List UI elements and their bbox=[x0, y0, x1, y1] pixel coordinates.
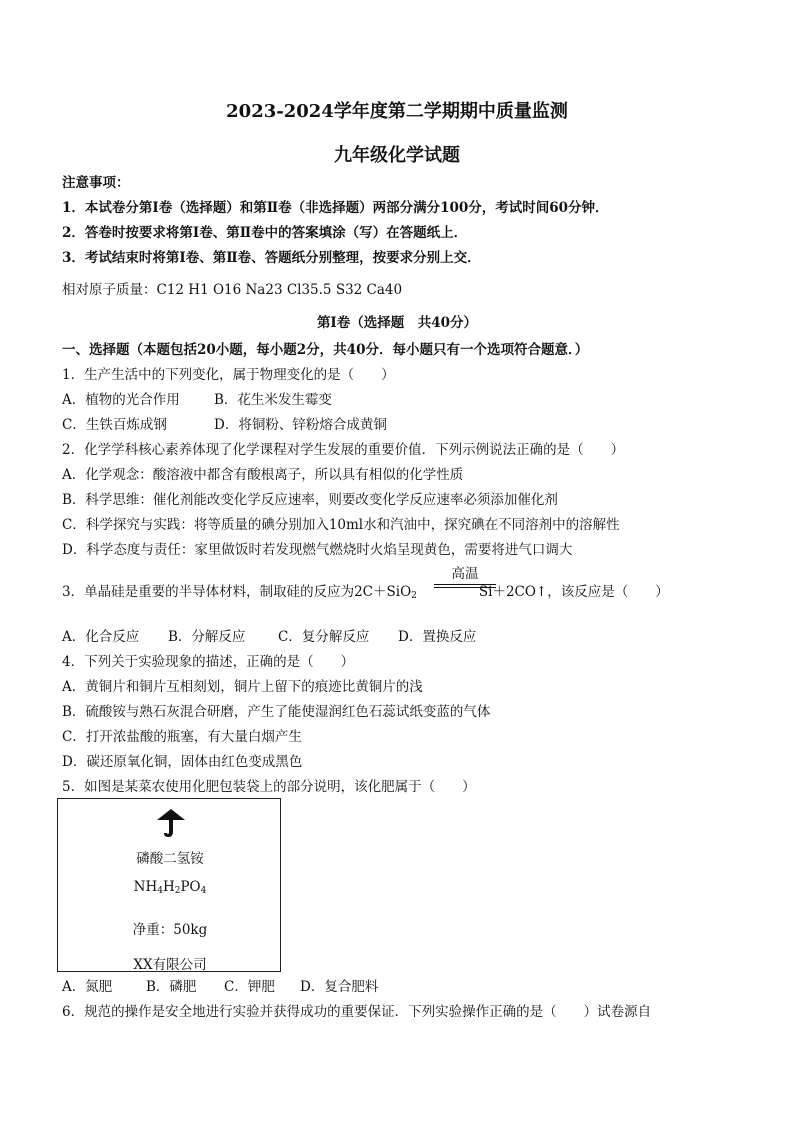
notes-heading: 注意事项： bbox=[62, 175, 130, 191]
q1-option-d: D．将铜粉、锌粉熔合成黄铜 bbox=[214, 417, 387, 433]
formula-part: NH bbox=[133, 879, 158, 895]
q1-options-row1 bbox=[62, 391, 332, 409]
net-weight: 净重：50kg bbox=[132, 922, 208, 938]
q2-stem: 2．化学学科核心素养体现了化学课程对学生发展的重要价值．下列示例说法正确的是（ ） bbox=[62, 442, 625, 458]
atomic-masses: 相对原子质量：C12 H1 O16 Na23 Cl35.5 S32 Ca40 bbox=[62, 282, 403, 298]
q2-option-b: B．科学思维：催化剂能改变化学反应速率，则要改变化学反应速率必须添加催化剂 bbox=[62, 492, 558, 508]
q4-option-d: D．碳还原氧化铜，固体由红色变成黑色 bbox=[62, 754, 303, 770]
q4-option-a: A．黄铜片和铜片互相刻划，铜片上留下的痕迹比黄铜片的浅 bbox=[62, 679, 423, 695]
q3-option-c: C．复分解反应 bbox=[278, 629, 370, 645]
formula-part: H bbox=[162, 879, 175, 895]
q4-option-c: C．打开浓盐酸的瓶塞，有大量白烟产生 bbox=[62, 729, 302, 745]
q3-option-a: A．化合反应 bbox=[62, 629, 140, 645]
q3-option-b: B．分解反应 bbox=[168, 629, 246, 645]
note-item: 1．本试卷分第Ⅰ卷（选择题）和第Ⅱ卷（非选择题）两部分满分100分，考试时间60分钟． bbox=[62, 200, 609, 216]
reaction-condition bbox=[434, 566, 496, 588]
q5-stem: 5．如图是某菜农使用化肥包装袋上的部分说明，该化肥属于（ ） bbox=[62, 779, 476, 795]
formula-sub: 4 bbox=[157, 886, 163, 896]
part1-heading: 第Ⅰ卷（选择题 共40分） bbox=[316, 315, 478, 331]
formula-sub: 2 bbox=[174, 886, 181, 896]
formula-part: PO bbox=[180, 879, 201, 895]
exam-subtitle: 九年级化学试题 bbox=[334, 145, 460, 166]
q1-option-a: A．植物的光合作用 bbox=[62, 392, 180, 408]
q5-option-a: A．氮肥 bbox=[62, 979, 113, 995]
q2-option-c: C．科学探究与实践：将等质量的碘分别加入10ml水和汽油中，探究碘在不同溶剂中的溶解性 bbox=[62, 517, 620, 533]
q6-stem: 6．规范的操作是安全地进行实验并获得成功的重要保证．下列实验操作正确的是（ ）试卷源自 bbox=[62, 1004, 652, 1020]
q4-stem: 4．下列关于实验现象的描述，正确的是（ ） bbox=[62, 654, 355, 670]
q1-options-row2 bbox=[62, 416, 387, 434]
q3-subscript: 2 bbox=[411, 591, 417, 601]
q5-option-d: D．复合肥料 bbox=[300, 979, 379, 995]
company-name: XX有限公司 bbox=[133, 957, 207, 973]
equals-sign bbox=[434, 584, 496, 588]
q1-stem: 1．生产生活中的下列变化，属于物理变化的是（ ） bbox=[62, 367, 395, 383]
q3-stem-left: 3．单晶硅是重要的半导体材料，制取硅的反应为2C＋SiO bbox=[62, 584, 412, 600]
q4-option-b: B．硫酸铵与熟石灰混合研磨，产生了能使湿润红色石蕊试纸变蓝的气体 bbox=[62, 704, 491, 720]
q1-option-b: B．花生米发生霉变 bbox=[214, 392, 332, 408]
q5-option-b: B．磷肥 bbox=[146, 979, 197, 995]
q3-stem-right: Si＋2CO↑，该反应是（ ） bbox=[478, 584, 669, 600]
q3-stem bbox=[62, 583, 669, 605]
umbrella-icon bbox=[155, 807, 187, 839]
exam-title: 2023-2024学年度第二学期期中质量监测 bbox=[226, 101, 568, 122]
q2-option-a: A．化学观念：酸溶液中都含有酸根离子，所以具有相似的化学性质 bbox=[62, 467, 464, 483]
formula-sub: 4 bbox=[200, 886, 207, 896]
note-item: 2．答卷时按要求将第Ⅰ卷、第Ⅱ卷中的答案填涂（写）在答题纸上． bbox=[62, 225, 468, 241]
section-heading: 一、选择题（本题包括20小题，每小题2分，共40分．每小题只有一个选项符合题意．） bbox=[62, 342, 589, 358]
q2-option-d: D．科学态度与责任：家里做饭时若发现燃气燃烧时火焰呈现黄色，需要将进气口调大 bbox=[62, 542, 573, 558]
q3-option-d: D．置换反应 bbox=[398, 629, 477, 645]
reaction-condition-label: 高温 bbox=[451, 566, 479, 582]
fertilizer-name: 磷酸二氢铵 bbox=[136, 851, 204, 867]
q1-option-c: C．生铁百炼成钢 bbox=[62, 417, 167, 433]
q3-options bbox=[62, 628, 476, 646]
fertilizer-formula bbox=[58, 879, 282, 896]
q5-options bbox=[62, 978, 378, 996]
q5-option-c: C．钾肥 bbox=[224, 979, 275, 995]
fertilizer-label bbox=[57, 798, 281, 972]
note-item: 3．考试结束时将第Ⅰ卷、第Ⅱ卷、答题纸分别整理，按要求分别上交． bbox=[62, 250, 481, 266]
